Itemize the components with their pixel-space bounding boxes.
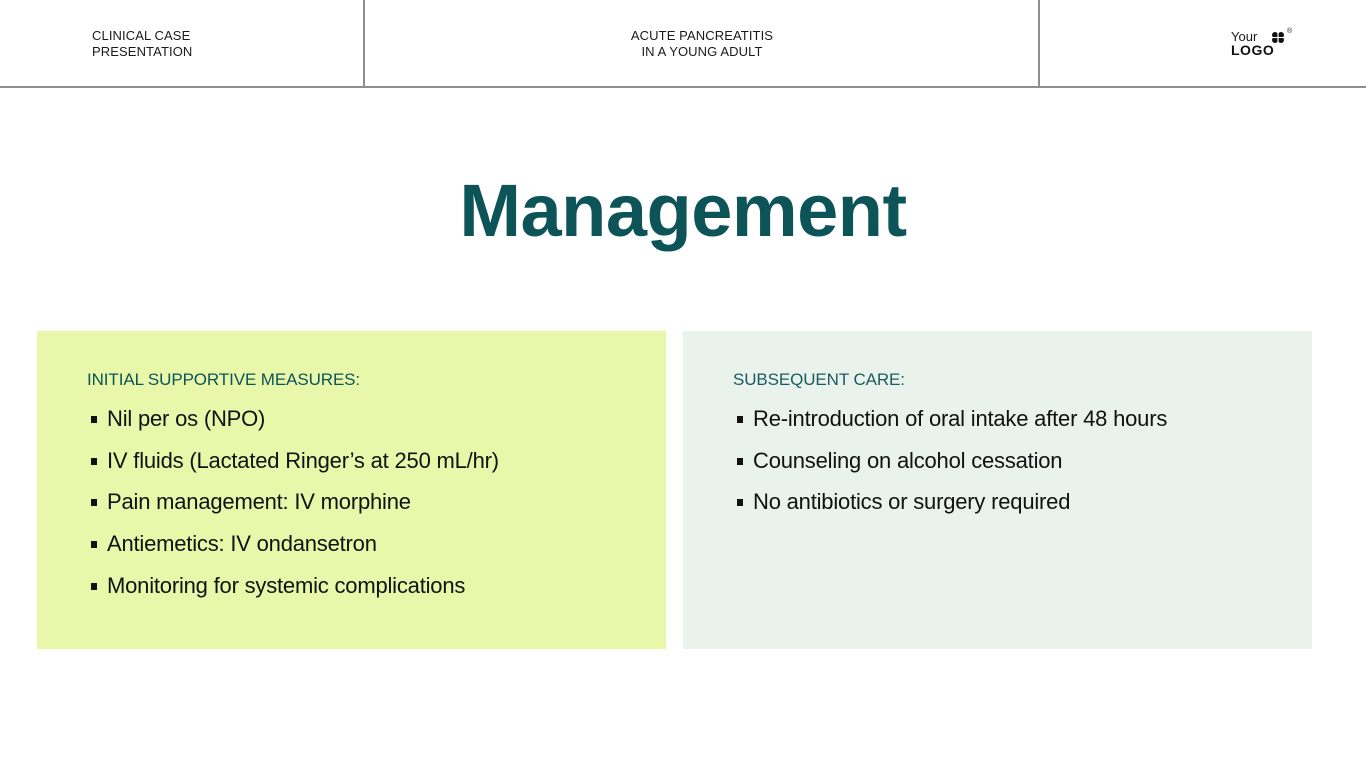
list-item (91, 526, 499, 568)
list-item (737, 484, 1167, 526)
square-bullet-icon (91, 541, 97, 548)
initial-measures-list (91, 401, 499, 609)
initial-measures-panel (37, 331, 666, 649)
list-item-text: Counseling on alcohol cessation (753, 447, 1063, 473)
header-divider-right (1038, 0, 1040, 87)
presentation-type-line-2: PRESENTATION (92, 44, 193, 59)
slide-title: Management (459, 169, 907, 252)
case-title-line-2: IN A YOUNG ADULT (641, 44, 763, 59)
list-item-text: Re-introduction of oral intake after 48 hours (753, 406, 1168, 431)
square-bullet-icon (91, 416, 97, 423)
list-item-text: Nil per os (NPO) (107, 406, 266, 431)
case-title-label (365, 28, 1039, 60)
case-title-line-1: ACUTE PANCREATITIS (630, 28, 774, 43)
square-bullet-icon (737, 458, 743, 465)
subsequent-care-panel (683, 331, 1312, 649)
logo-top-text: Your (1231, 29, 1258, 44)
company-logo (1231, 30, 1301, 60)
logo-bottom-text: LOGO (1231, 42, 1275, 58)
square-bullet-icon (91, 458, 97, 465)
subsequent-care-list (737, 401, 1167, 526)
list-item (91, 401, 499, 443)
subsequent-care-heading: SUBSEQUENT CARE: (733, 370, 905, 389)
list-item (91, 443, 499, 485)
presentation-type-line-1: CLINICAL CASE (92, 28, 191, 43)
list-item (91, 568, 499, 610)
list-item-text: IV fluids (Lactated Ringer’s at 250 mL/hr) (107, 447, 499, 473)
list-item-text: No antibiotics or surgery required (753, 489, 1071, 515)
list-item-text: Pain management: IV morphine (107, 489, 411, 515)
square-bullet-icon (737, 499, 743, 506)
registered-mark: ® (1287, 28, 1293, 35)
presentation-type-label (92, 28, 192, 60)
initial-measures-heading: INITIAL SUPPORTIVE MEASURES: (87, 370, 361, 389)
list-item (737, 443, 1167, 485)
list-item (91, 484, 499, 526)
list-item (737, 401, 1167, 443)
list-item-text: Monitoring for systemic complications (107, 572, 466, 598)
square-bullet-icon (737, 416, 743, 423)
slide-header (0, 0, 1366, 88)
square-bullet-icon (91, 583, 97, 590)
list-item-text: Antiemetics: IV ondansetron (107, 531, 377, 557)
square-bullet-icon (91, 499, 97, 506)
